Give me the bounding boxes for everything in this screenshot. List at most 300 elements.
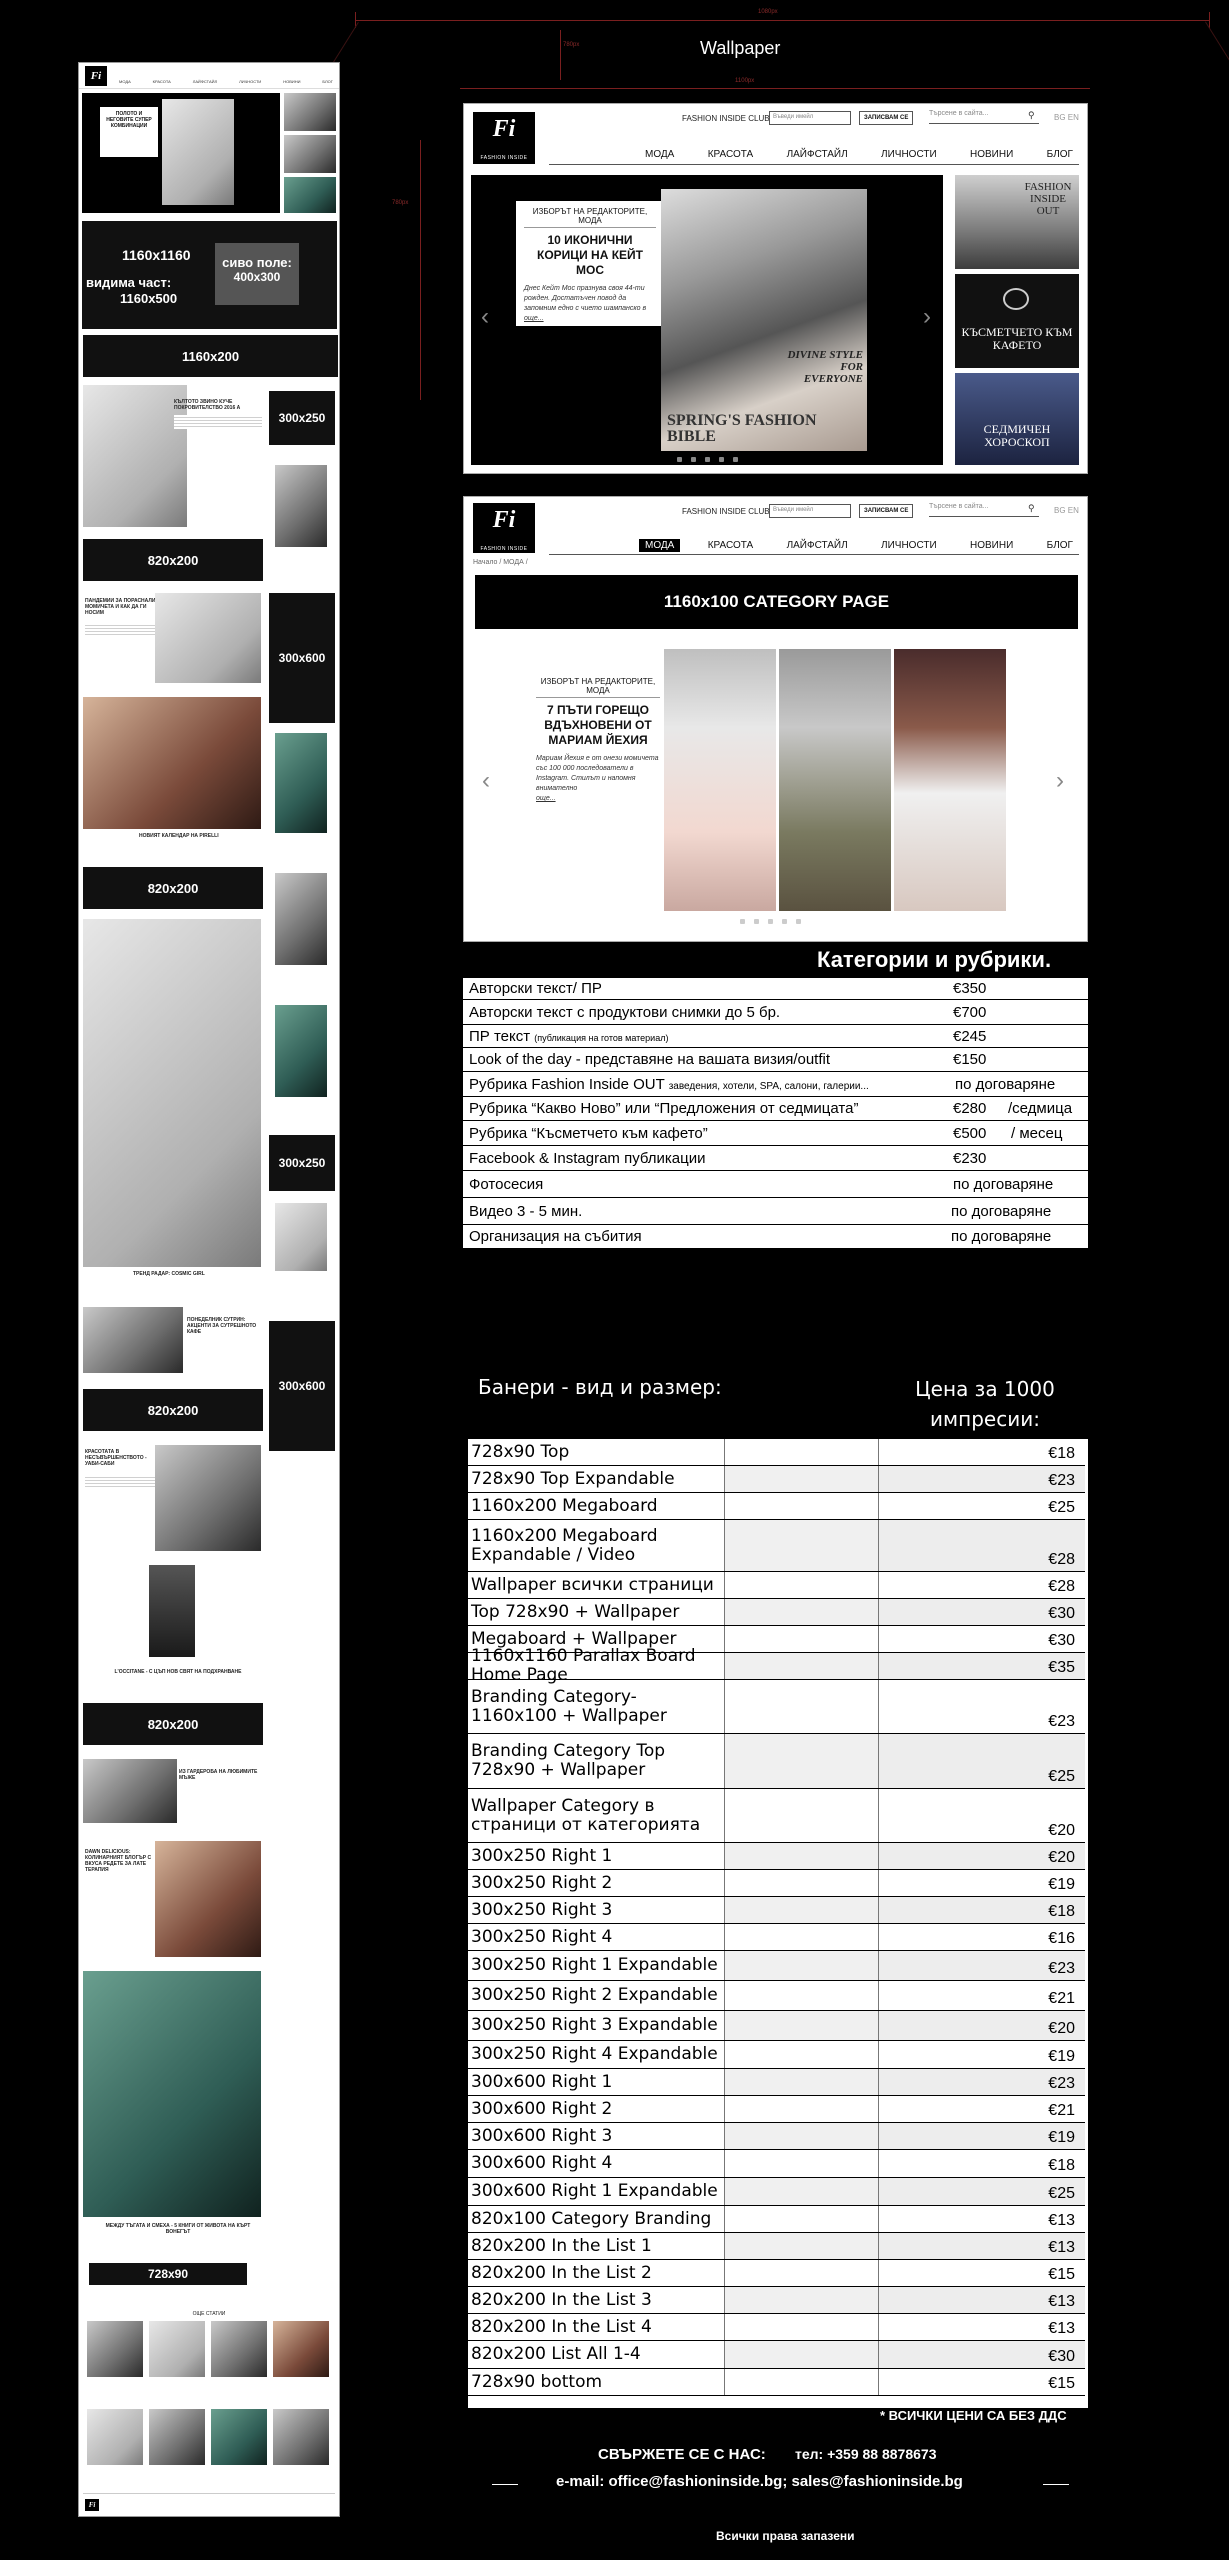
table-row <box>468 1981 1085 2011</box>
banner-price: €18 <box>1048 2157 1075 2174</box>
thumb-horoscope[interactable] <box>955 373 1079 465</box>
slider-dots[interactable] <box>740 919 801 924</box>
side-article-photo[interactable] <box>275 465 327 547</box>
thumb-label: КЪСМЕТЧЕТО КЪМ КАФЕТО <box>961 325 1073 352</box>
row-name-text: Рубрика Fashion Inside OUT <box>469 1075 665 1093</box>
banner-name: Wallpaper Category в страници от категорията <box>468 1789 725 1842</box>
measure-line-mid <box>460 88 1090 89</box>
banner-price: €20 <box>879 2011 1085 2040</box>
nav-item-fashion[interactable]: МОДА <box>639 539 680 552</box>
measure-line-left <box>420 140 421 400</box>
article-photo[interactable] <box>155 1445 261 1551</box>
home-page-mockup <box>463 103 1088 474</box>
site-logo[interactable] <box>473 112 535 164</box>
measure-line-top <box>355 20 1210 21</box>
banner-spacer <box>725 1439 879 1465</box>
banner-price: €19 <box>1048 1876 1075 1893</box>
banner-spacer <box>725 1466 879 1492</box>
article-title[interactable]: ИЗ ГАРДЕРОБА НА ЛЮБИМИТЕ МЪЖЕ <box>179 1769 258 1781</box>
row-name: Look of the day - представяне на вашата визия/outfit <box>469 1051 831 1068</box>
category-page-mockup <box>463 496 1088 942</box>
table-row <box>468 2206 1085 2233</box>
table-row <box>468 1572 1085 1599</box>
slider-prev-arrow[interactable]: ‹ <box>482 767 490 794</box>
newsletter-email-input[interactable]: Въведи имейл <box>769 504 851 518</box>
read-more-link[interactable]: още... <box>524 315 544 322</box>
footer-copyright: Всички права запазени <box>716 2529 855 2543</box>
banner-name: 300x250 Right 4 <box>468 1924 725 1950</box>
row-price: €150 <box>953 1051 987 1068</box>
table-row <box>463 1171 1088 1198</box>
table-row <box>468 2260 1085 2287</box>
banner-spacer <box>725 1680 879 1733</box>
nav-item[interactable]: ЛАЙФСТАЙЛ <box>192 79 218 84</box>
banner-name: 820x200 In the List 3 <box>468 2287 725 2313</box>
article-photo[interactable] <box>83 1971 261 2217</box>
banner-price: €13 <box>879 2233 1085 2259</box>
banner-spacer <box>725 1734 879 1788</box>
banner-spacer <box>725 1653 879 1679</box>
bottom-banner-728x90[interactable]: 728x90 <box>89 2263 247 2285</box>
banner-price: €13 <box>1048 2212 1075 2229</box>
banner-price: €23 <box>879 1951 1085 1980</box>
banner-name: 1160x1160 Parallax Board Home Page <box>468 1653 725 1679</box>
table-row <box>463 1000 1088 1025</box>
article-title[interactable]: КЪЛТОТО ЗВИНО КУЧЕ ПОКРОВИТЕЛСТВО 2016 А <box>174 399 241 411</box>
banner-spacer <box>725 2260 879 2286</box>
side-thumb[interactable] <box>284 135 336 173</box>
gray-field-size: 400x300 <box>233 270 281 284</box>
banner-price: €23 <box>879 2069 1085 2095</box>
table-row <box>468 2123 1085 2150</box>
nav-divider <box>549 554 1079 555</box>
featured-card[interactable] <box>528 671 668 801</box>
model-photo-2 <box>779 649 891 911</box>
slider-dots[interactable] <box>677 457 738 462</box>
banner-spacer <box>725 2123 879 2149</box>
banner-price: €23 <box>1048 1713 1075 1730</box>
table-row <box>468 1646 1085 1685</box>
table-row <box>463 1121 1088 1146</box>
banner-name: 300x250 Right 2 Expandable <box>468 1981 725 2010</box>
banner-spacer <box>725 2341 879 2368</box>
banner-price: €19 <box>1048 2048 1075 2065</box>
language-switch[interactable]: BG EN <box>1054 113 1079 122</box>
article-title[interactable]: L'OCCITANE - С ЦЪП НОВ СВЯТ НА ПОДХРАНВАНЕ <box>114 1669 242 1675</box>
article-excerpt <box>85 1475 161 1489</box>
site-logo[interactable] <box>473 503 535 553</box>
hero-slider <box>471 175 943 465</box>
article-photo[interactable] <box>83 385 187 527</box>
language-switch[interactable]: BG EN <box>1054 506 1079 515</box>
banner-price: €23 <box>879 1466 1085 1492</box>
list-banner-820x200[interactable]: 820x200 <box>83 539 263 581</box>
banner-spacer <box>725 2041 879 2068</box>
banner-name: 300x250 Right 3 <box>468 1897 725 1923</box>
banner-spacer <box>725 2178 879 2205</box>
banner-price: €21 <box>1048 1990 1075 2007</box>
banner-spacer <box>725 2206 879 2232</box>
measure-tick-right <box>1209 12 1210 28</box>
more-thumb[interactable] <box>273 2409 329 2465</box>
row-price: €245 <box>953 1027 987 1045</box>
hero-photo <box>162 99 234 205</box>
banner-price: €25 <box>879 1734 1085 1788</box>
table-row <box>468 1870 1085 1897</box>
featured-excerpt: Мариам Йехия е от онези момичета със 100 000 последователи в Instagram. Стилът и напомня внимателно <box>536 755 659 792</box>
table-row <box>468 2011 1085 2041</box>
banner-price: €18 <box>1048 1445 1075 1462</box>
thumb-label: FASHION INSIDE OUT <box>1024 181 1072 217</box>
banner-name: 820x200 In the List 4 <box>468 2314 725 2340</box>
footer-divider <box>83 2493 335 2494</box>
row-name: Авторски текст/ ПР <box>469 980 602 997</box>
banner-name: 820x200 In the List 1 <box>468 2233 725 2259</box>
more-thumb[interactable] <box>273 2321 329 2377</box>
row-name: Авторски текст с продуктови снимки до 5 бр. <box>469 1003 781 1021</box>
banner-price: €15 <box>1048 2375 1075 2392</box>
megaboard-banner[interactable]: 1160x200 <box>83 335 338 377</box>
banner-name: 820x100 Category Branding <box>468 2206 725 2232</box>
table-row <box>468 1924 1085 1951</box>
row-price: €230 <box>953 1149 987 1167</box>
logo-subtitle: FASHION INSIDE <box>480 155 528 161</box>
table-row <box>468 2150 1085 2178</box>
side-thumb[interactable] <box>284 93 336 131</box>
category-banner-1160x100[interactable]: 1160x100 CATEGORY PAGE <box>475 575 1078 629</box>
parallax-board <box>82 221 337 329</box>
nav-item-news[interactable]: НОВИНИ <box>970 149 1014 160</box>
banner-price: €20 <box>1048 1822 1075 1839</box>
more-thumb[interactable] <box>87 2409 143 2465</box>
table-row <box>468 1734 1085 1789</box>
table-row <box>468 1599 1085 1626</box>
hero-headline: ПОЛОТО И НЕГОВИТЕ СУПЕР КОМБИНАЦИИ <box>106 111 152 129</box>
side-banner-300x600[interactable]: 300x600 <box>269 593 335 723</box>
article-photo[interactable] <box>155 593 261 683</box>
table-row <box>468 2369 1085 2396</box>
newsletter-email-input[interactable]: Въведи имейл <box>769 111 851 125</box>
table-row <box>468 1520 1085 1572</box>
banner-name: 728x90 bottom <box>468 2369 725 2395</box>
nav-item-lifestyle[interactable]: ЛАЙФСТАЙЛ <box>786 149 848 160</box>
row-name <box>469 1076 869 1093</box>
banner-spacer <box>725 2233 879 2259</box>
site-logo[interactable]: Fi <box>85 66 107 86</box>
thumb-fortune-coffee[interactable] <box>955 274 1079 368</box>
banner-name: 820x200 In the List 2 <box>468 2260 725 2286</box>
side-thumb[interactable] <box>284 177 336 213</box>
read-more-link[interactable]: още... <box>536 795 556 802</box>
hero-slider <box>82 93 280 213</box>
banner-spacer <box>725 2287 879 2313</box>
mockup-header <box>79 63 339 89</box>
row-name: Рубрика “Късметчето към кафето” <box>469 1124 708 1142</box>
table-row <box>468 2178 1085 2206</box>
table-row <box>463 1146 1088 1171</box>
row-name: Организация на събития <box>469 1228 642 1245</box>
article-excerpt <box>85 623 161 637</box>
more-thumb[interactable] <box>211 2409 267 2465</box>
side-banner-300x250[interactable]: 300x250 <box>269 391 335 445</box>
nav-item[interactable]: БЛОГ <box>322 79 333 84</box>
search-icon[interactable]: ⚲ <box>1028 503 1035 513</box>
more-thumb[interactable] <box>149 2409 205 2465</box>
banner-price: €30 <box>1048 1632 1075 1649</box>
banner-name: 300x600 Right 1 Expandable <box>468 2178 725 2205</box>
table-row <box>463 1198 1088 1225</box>
contact-dash-left <box>492 2484 518 2485</box>
nav-item-beauty[interactable]: КРАСОТА <box>707 149 754 160</box>
banner-name: 820x200 List All 1-4 <box>468 2341 725 2368</box>
featured-kicker: ИЗБОРЪТ НА РЕДАКТОРИТЕ, МОДА <box>536 677 660 698</box>
list-banner-820x200[interactable]: 820x200 <box>83 867 263 909</box>
row-price: по договаряне <box>951 1228 1052 1245</box>
logo-mark: Fi <box>492 507 516 533</box>
banner-spacer <box>725 2096 879 2122</box>
more-articles-label: ОЩЕ СТАТИИ <box>192 2311 226 2317</box>
banner-name: Branding Category Top 728x90 + Wallpaper <box>468 1734 725 1788</box>
banner-name: 300x600 Right 4 <box>468 2150 725 2177</box>
banner-name: Branding Category- 1160x100 + Wallpaper <box>468 1680 725 1733</box>
nav-item-people[interactable]: ЛИЧНОСТИ <box>881 149 937 160</box>
wallpaper-line-2 <box>1205 21 1229 378</box>
featured-kicker: ИЗБОРЪТ НА РЕДАКТОРИТЕ, МОДА <box>524 207 656 228</box>
banner-price: €20 <box>879 1843 1085 1869</box>
mockup-nav <box>119 79 333 84</box>
featured-headline: 10 ИКОНИЧНИ КОРИЦИ НА КЕЙТ МОС <box>537 233 643 277</box>
row-name <box>469 1028 668 1045</box>
cover-title: SPRING'S FASHION BIBLE <box>667 412 817 445</box>
nav-item-news[interactable]: НОВИНИ <box>970 540 1014 551</box>
table-row <box>468 2233 1085 2260</box>
nav-item-people[interactable]: ЛИЧНОСТИ <box>881 540 937 551</box>
more-thumb[interactable] <box>87 2321 143 2377</box>
row-price: по договаряне <box>953 1175 1054 1193</box>
article-title[interactable]: МЕЖДУ ТЪГАТА И СМЕХА - 5 КНИГИ ОТ ЖИВОТА НА КЪРТ ВОНЕГЪТ <box>105 2223 251 2235</box>
table-row <box>468 1439 1085 1466</box>
nav-item-blog[interactable]: БЛОГ <box>1046 149 1073 160</box>
row-unit: /седмица <box>1008 1100 1073 1117</box>
model-photo-3 <box>894 649 1006 911</box>
banner-spacer <box>725 1626 879 1652</box>
parallax-size-label: 1160x1160 <box>122 247 191 263</box>
featured-excerpt: Днес Кейт Мос празнува своя 44-ти рожден. Достатъчен повод да запомним едно с чието шампанско в <box>524 285 647 312</box>
visible-part-label: видима част: <box>86 275 172 290</box>
side-banner-300x250[interactable]: 300x250 <box>269 1135 335 1191</box>
side-banner-300x600[interactable]: 300x600 <box>269 1321 335 1451</box>
table-row <box>468 1466 1085 1493</box>
measure-label-left: 780px <box>392 200 409 206</box>
side-article-photo[interactable] <box>275 873 327 965</box>
table-row <box>463 1225 1088 1250</box>
article-photo[interactable] <box>83 919 261 1267</box>
banner-name: 728x90 Top <box>468 1439 725 1465</box>
row-name: Видео 3 - 5 мин. <box>469 1202 583 1220</box>
logo-mark: Fi <box>492 116 516 142</box>
main-nav <box>639 148 1079 161</box>
article-title[interactable]: КРАСОТАТА В НЕСЪВЪРШЕНСТВОТО - УАБИ-САБИ <box>85 1449 147 1467</box>
row-price: €280 <box>953 1100 987 1117</box>
featured-card[interactable] <box>516 201 664 326</box>
banners-price-table <box>468 1438 1088 2408</box>
nav-item-fashion[interactable]: МОДА <box>645 149 675 160</box>
slider-next-arrow[interactable]: › <box>923 303 931 330</box>
article-title[interactable]: НОВИЯТ КАЛЕНДАР НА PIRELLI <box>139 833 219 839</box>
table-row <box>463 1048 1088 1072</box>
article-photo[interactable] <box>83 1759 177 1823</box>
nav-item[interactable]: КРАСОТА <box>152 79 171 84</box>
row-note: (публикация на готов материал) <box>534 1032 669 1043</box>
hero-card[interactable] <box>100 107 158 157</box>
banner-price: €13 <box>879 2287 1085 2313</box>
article-title[interactable]: ПОНЕДЕЛНИК СУТРИН: АКЦЕНТИ ЗА СУТРЕШНОТО КАФЕ <box>187 1317 257 1335</box>
table-row <box>468 2041 1085 2069</box>
row-name: Рубрика “Какво Ново” или “Предложения от седмицата” <box>469 1100 859 1117</box>
article-title[interactable]: DAWN DELICIOUS: КОЛИНАРНИЯТ БЛОГЪР С ВКУСА РЕДЕТЕ ЗА ЛАТЕ ТЕРАПИЯ <box>85 1849 152 1873</box>
side-article-photo[interactable] <box>275 733 327 833</box>
banner-spacer <box>725 1981 879 2010</box>
nav-item[interactable]: МОДА <box>119 79 131 84</box>
article-title[interactable]: ПАНДЕМИИ ЗА ПОРАСНАЛИ МОМИЧЕТА И КАК ДА ГИ НОСИМ <box>85 598 156 616</box>
measure-label-mid: 1100px <box>735 78 755 84</box>
banner-name: 300x600 Right 1 <box>468 2069 725 2095</box>
banner-price: €16 <box>1048 1930 1075 1947</box>
nav-divider <box>549 164 1079 165</box>
measure-line-wall <box>560 30 561 80</box>
slider-prev-arrow[interactable]: ‹ <box>481 303 489 330</box>
row-price: €350 <box>953 980 987 997</box>
featured-headline: 7 ПЪТИ ГОРЕЩО ВДЪХНОВЕНИ ОТ МАРИАМ ЙЕХИЯ <box>544 703 652 747</box>
table-row <box>468 1680 1085 1734</box>
article-photo[interactable] <box>83 697 261 829</box>
row-name-text: ПР текст <box>469 1027 531 1045</box>
table-row <box>463 1097 1088 1121</box>
banner-price: €25 <box>1048 1499 1075 1516</box>
nav-item-blog[interactable]: БЛОГ <box>1046 540 1073 551</box>
footer-logo[interactable]: Fi <box>85 2499 99 2511</box>
banner-price: €28 <box>879 1520 1085 1571</box>
logo-subtitle: FASHION INSIDE <box>480 546 528 552</box>
nav-item-lifestyle[interactable]: ЛАЙФСТАЙЛ <box>786 540 848 551</box>
list-banner-820x200[interactable]: 820x200 <box>83 1389 263 1431</box>
banner-spacer <box>725 2314 879 2340</box>
long-page-mockup <box>78 62 340 2517</box>
table-row <box>468 2069 1085 2096</box>
row-name: Facebook & Instagram публикации <box>469 1149 706 1167</box>
product-photo[interactable] <box>149 1565 195 1657</box>
coffee-cup-icon <box>1003 288 1029 310</box>
search-input[interactable]: Търсене в сайта... <box>929 110 1039 124</box>
row-price: €700 <box>953 1003 987 1021</box>
banner-spacer <box>725 1789 879 1842</box>
thumb-fashion-inside-out[interactable] <box>955 175 1079 269</box>
categories-table-title: Категории и рубрики. <box>817 947 1052 972</box>
article-title[interactable]: ТРЕНД РАДАР: COSMIC GIRL <box>133 1271 205 1277</box>
list-banner-820x200[interactable]: 820x200 <box>83 1703 263 1745</box>
banner-name: 300x250 Right 2 <box>468 1870 725 1896</box>
row-name: Фотосесия <box>469 1175 544 1193</box>
thumb-label: СЕДМИЧЕН ХОРОСКОП <box>983 422 1051 449</box>
nav-item[interactable]: ЛИЧНОСТИ <box>239 79 262 84</box>
banner-price: €13 <box>1048 2320 1075 2337</box>
banner-name: Wallpaper всички страници <box>468 1572 725 1598</box>
side-article-photo[interactable] <box>275 1203 327 1271</box>
measure-label-wall: 780px <box>563 42 580 48</box>
table-row <box>468 2096 1085 2123</box>
banner-name: Top 728x90 + Wallpaper <box>468 1599 725 1625</box>
banner-price: €15 <box>1048 2266 1075 2283</box>
categories-price-table <box>463 976 1088 1250</box>
table-row <box>468 1493 1085 1520</box>
nav-item-beauty[interactable]: КРАСОТА <box>707 540 754 551</box>
banner-price: €21 <box>1048 2102 1075 2119</box>
table-row <box>463 1072 1088 1097</box>
article-photo[interactable] <box>83 1307 183 1373</box>
wallpaper-title: Wallpaper <box>700 38 781 58</box>
nav-item[interactable]: НОВИНИ <box>283 79 301 84</box>
banner-spacer <box>725 1870 879 1896</box>
article-photo[interactable] <box>155 1841 261 1957</box>
cover-tagline: DIVINE STYLE FOR EVERYONE <box>787 349 863 385</box>
banner-spacer <box>725 2150 879 2177</box>
more-thumb[interactable] <box>149 2321 205 2377</box>
club-label: FASHION INSIDE CLUB <box>682 114 770 123</box>
banner-name: 300x250 Right 3 Expandable <box>468 2011 725 2040</box>
table-row <box>468 1897 1085 1924</box>
row-price: €500 <box>953 1124 987 1142</box>
table-row <box>468 2287 1085 2314</box>
table-row <box>468 2341 1085 2369</box>
club-label: FASHION INSIDE CLUB <box>682 507 770 516</box>
article-excerpt <box>174 415 262 429</box>
banner-name: Megaboard + Wallpaper <box>468 1626 725 1652</box>
banner-spacer <box>725 1951 879 1980</box>
banner-price: €28 <box>1048 1578 1075 1595</box>
contact-dash-right <box>1043 2484 1069 2485</box>
table-row <box>463 1025 1088 1048</box>
banner-name: 300x600 Right 3 <box>468 2123 725 2149</box>
contact-phone[interactable]: тел: +359 88 8878673 <box>795 2446 937 2462</box>
search-input[interactable]: Търсене в сайта... <box>929 503 1039 517</box>
more-thumb[interactable] <box>211 2321 267 2377</box>
slider-next-arrow[interactable]: › <box>1056 767 1064 794</box>
search-icon[interactable]: ⚲ <box>1028 110 1035 120</box>
banner-spacer <box>725 2011 879 2040</box>
table-row <box>468 1843 1085 1870</box>
banner-spacer <box>725 1599 879 1625</box>
banner-spacer <box>725 1843 879 1869</box>
table-row <box>468 2314 1085 2341</box>
row-price: по договаряне <box>951 1202 1052 1220</box>
table-row <box>468 1951 1085 1981</box>
banner-spacer <box>725 2069 879 2095</box>
subscribe-button[interactable]: ЗАПИСВАМ СЕ <box>859 504 913 518</box>
banner-price: €30 <box>879 2341 1085 2368</box>
contact-email[interactable]: e-mail: office@fashioninside.bg; sales@fashioninside.bg <box>556 2473 963 2490</box>
banners-price-header: Цена за 1000 импресии: <box>915 1377 1055 1431</box>
banner-name: 300x600 Right 2 <box>468 2096 725 2122</box>
banner-name: 1160x200 Megaboard Expandable / Video <box>468 1520 725 1571</box>
subscribe-button[interactable]: ЗАПИСВАМ СЕ <box>859 111 913 125</box>
row-price: по договаряне <box>955 1075 1056 1093</box>
breadcrumb[interactable]: Начало / МОДА / <box>473 559 528 566</box>
banner-price: €19 <box>879 2123 1085 2149</box>
side-article-photo[interactable] <box>275 1005 327 1097</box>
banner-name: 300x250 Right 1 Expandable <box>468 1951 725 1980</box>
magazine-cover-image <box>661 189 867 451</box>
contact-label: СВЪРЖЕТЕ СЕ С НАС: <box>598 2446 766 2463</box>
